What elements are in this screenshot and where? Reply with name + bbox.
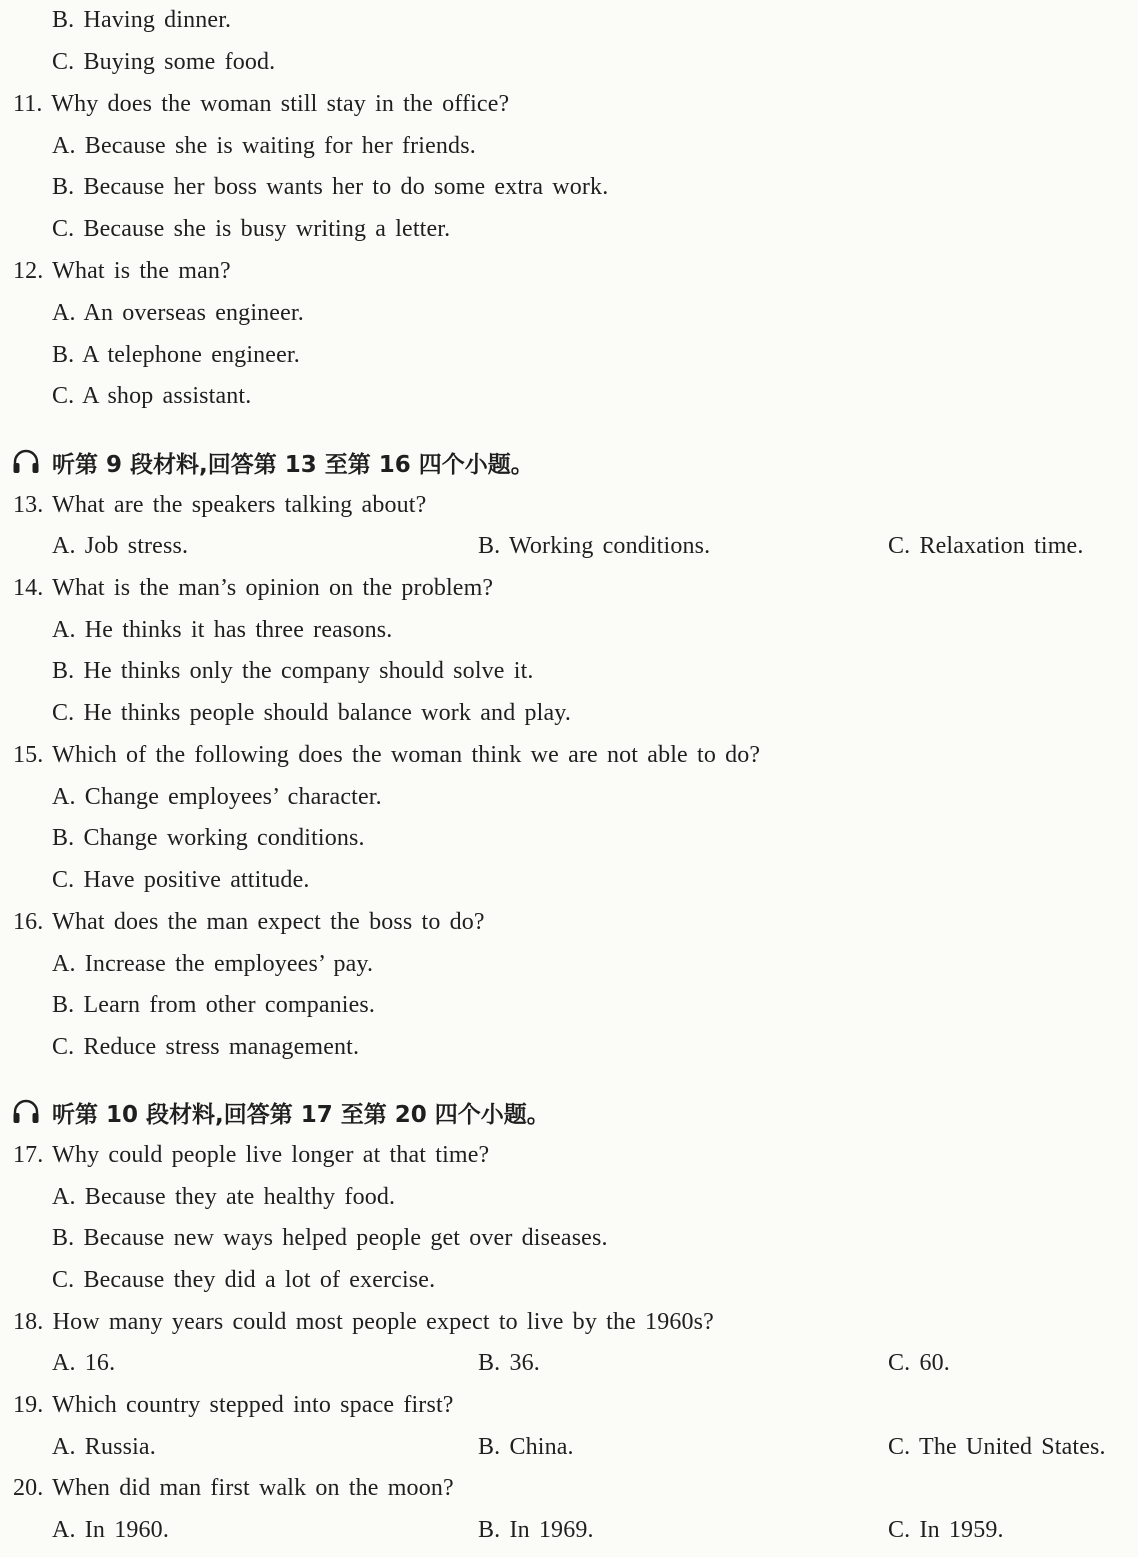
option-b: B. Having dinner. — [52, 7, 232, 33]
q11-option-a: A. Because she is waiting for her friends. — [52, 133, 476, 159]
q17-option-c: C. Because they did a lot of exercise. — [52, 1267, 436, 1293]
q14-option-a: A. He thinks it has three reasons. — [52, 617, 393, 643]
q15-option-c: C. Have positive attitude. — [52, 867, 310, 893]
q12-option-b: B. A telephone engineer. — [52, 342, 300, 368]
question-14: 14. What is the man’s opinion on the problem? — [13, 575, 494, 601]
question-16: 16. What does the man expect the boss to do? — [13, 909, 485, 935]
option-c: C. Buying some food. — [52, 49, 276, 75]
question-18: 18. How many years could most people expect to live by the 1960s? — [13, 1309, 714, 1335]
section-10-heading — [12, 1097, 550, 1127]
q13-option-c: C. Relaxation time. — [888, 533, 1084, 559]
q16-option-b: B. Learn from other companies. — [52, 992, 376, 1018]
section-9-heading — [12, 447, 534, 477]
q19-option-b: B. China. — [478, 1434, 574, 1460]
question-11: 11. Why does the woman still stay in the office? — [13, 91, 510, 117]
question-17: 17. Why could people live longer at that time? — [13, 1142, 490, 1168]
q19-option-c: C. The United States. — [888, 1434, 1106, 1460]
q19-option-a: A. Russia. — [52, 1434, 156, 1460]
q14-option-c: C. He thinks people should balance work and play. — [52, 700, 572, 726]
question-15: 15. Which of the following does the woman think we are not able to do? — [13, 742, 761, 768]
section-9-label: 听第 9 段材料,回答第 13 至第 16 四个小题。 — [52, 451, 534, 478]
q20-option-a: A. In 1960. — [52, 1517, 169, 1543]
section-10-label: 听第 10 段材料,回答第 17 至第 20 四个小题。 — [52, 1101, 550, 1128]
q13-option-a: A. Job stress. — [52, 533, 189, 559]
question-19: 19. Which country stepped into space first? — [13, 1392, 454, 1418]
q20-option-b: B. In 1969. — [478, 1517, 594, 1543]
q20-option-c: C. In 1959. — [888, 1517, 1004, 1543]
q16-option-a: A. Increase the employees’ pay. — [52, 951, 374, 977]
question-13: 13. What are the speakers talking about? — [13, 492, 427, 518]
q11-option-c: C. Because she is busy writing a letter. — [52, 216, 451, 242]
q12-option-c: C. A shop assistant. — [52, 383, 252, 409]
q17-option-b: B. Because new ways helped people get over diseases. — [52, 1225, 608, 1251]
question-20: 20. When did man first walk on the moon? — [13, 1475, 454, 1501]
q18-option-c: C. 60. — [888, 1350, 950, 1376]
q15-option-a: A. Change employees’ character. — [52, 784, 382, 810]
q14-option-b: B. He thinks only the company should solve it. — [52, 658, 534, 684]
q18-option-a: A. 16. — [52, 1350, 116, 1376]
headphones-icon — [12, 1099, 40, 1125]
q18-option-b: B. 36. — [478, 1350, 540, 1376]
q15-option-b: B. Change working conditions. — [52, 825, 365, 851]
q16-option-c: C. Reduce stress management. — [52, 1034, 360, 1060]
q11-option-b: B. Because her boss wants her to do some extra work. — [52, 174, 609, 200]
headphones-icon — [12, 449, 40, 475]
question-12: 12. What is the man? — [13, 258, 231, 284]
q17-option-a: A. Because they ate healthy food. — [52, 1184, 396, 1210]
q13-option-b: B. Working conditions. — [478, 533, 711, 559]
q12-option-a: A. An overseas engineer. — [52, 300, 304, 326]
